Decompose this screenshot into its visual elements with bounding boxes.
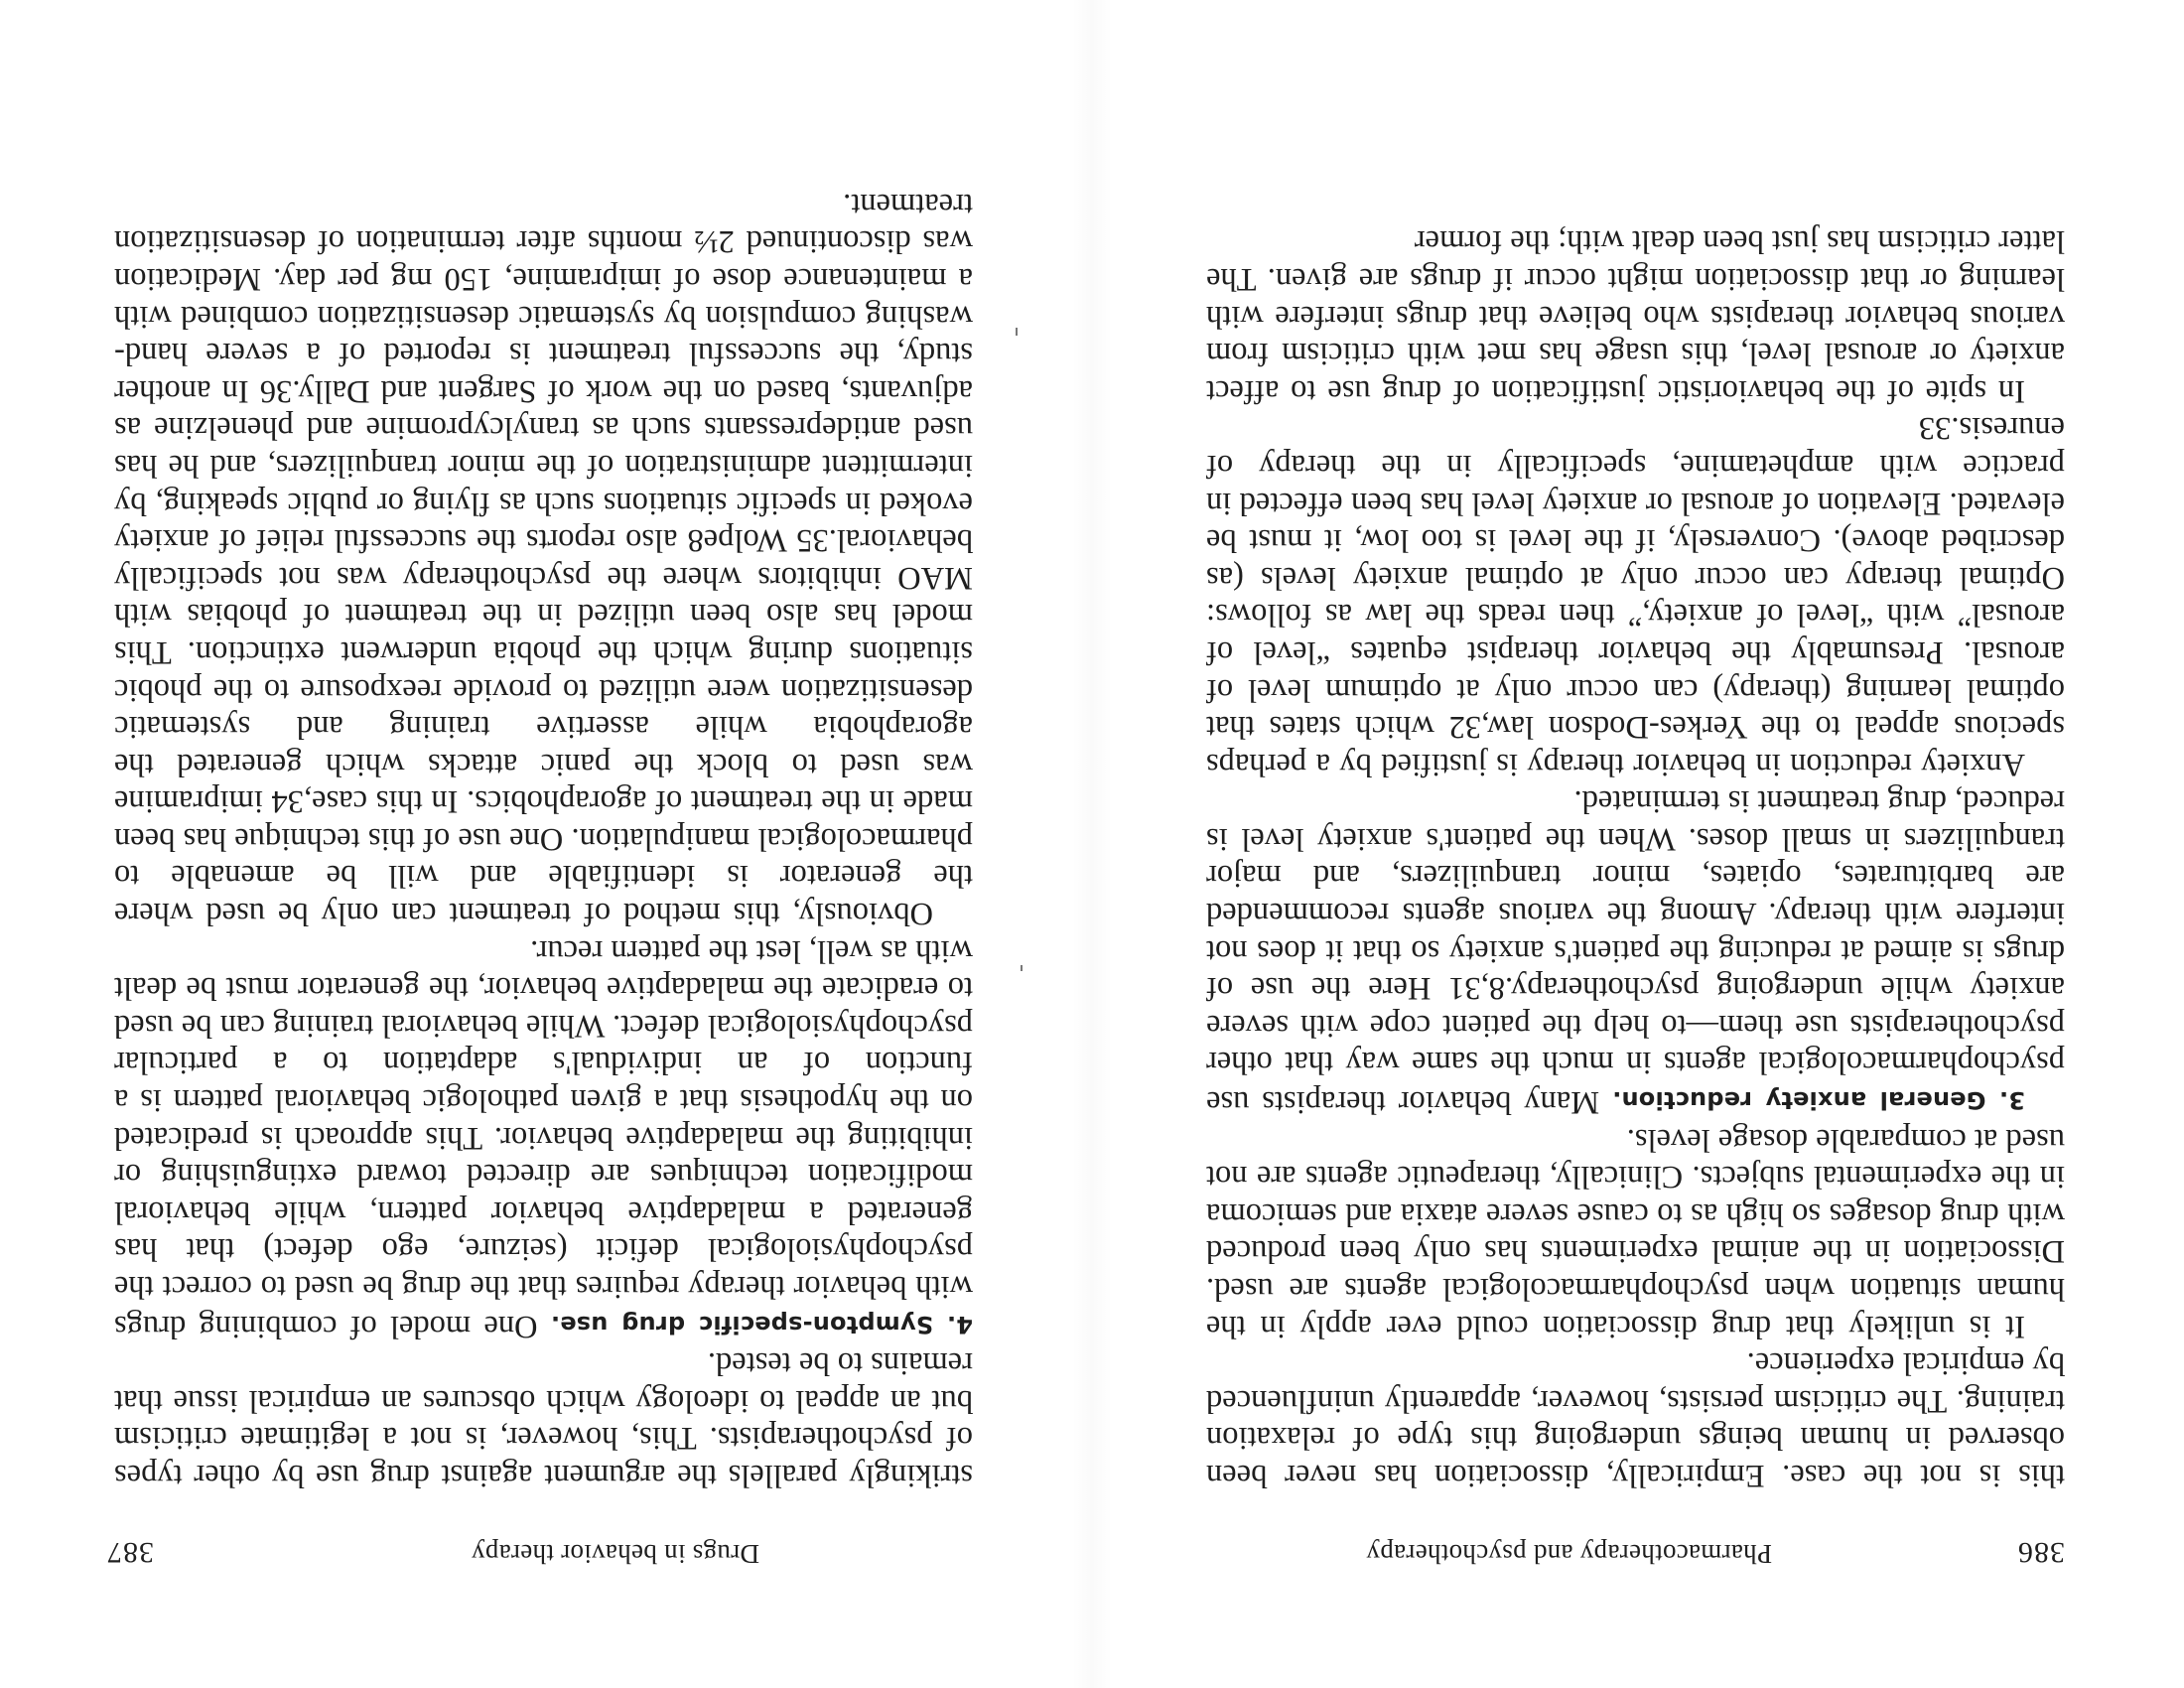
running-head: Drugs in behavior therapy (471, 1539, 759, 1569)
scan-speck (1016, 328, 1018, 336)
paragraph: In spite of the behavioristic justification of drug use to affect anxiety or arousal level, this usage has met with criticism from various behavior therapists who believe that drugs interfere with learning or that dissociation might occur if drugs are given. The latter criticism has just been dealt with; the former (1206, 223, 2065, 409)
paragraph: Anxiety reduction in behavior therapy is justified by a perhaps specious appeal to the Yerkes-Dodson law,32 which states that optimal learning (therapy) can occur only at optimum level of arousal. Presumably the behavior therapist equates “level of arousal” with “level of anxiety,” then reads the law as follows: Optimal therapy can occur only at optimal anxiety levels (as described above). Conversely, if the level is too low, it must be elevated. Elevation of arousal or anxiety level has been effected in practice with amphetamine, specifically in the therapy of enuresis.33 (1206, 410, 2065, 782)
gutter-shadow (1072, 0, 1112, 1688)
page-body (1206, 222, 2065, 1493)
paragraph: Obviously, this method of treatment can only be used where the generator is identifiable and will be amenable to pharmacological manipulation. One use of this technique has been made in the treatment of agoraphobics. In this case,34 imipramine was used to block the panic attacks which generated the agoraphobia while assertive training and systematic desensitization were utilized to provide reexposure to the phobic situations during which the phobia underwent extinction. This model has also been utilized in the treatment of phobias with MAO inhibitors where the psychotherapy was not specifically behavioral.35 Wolpe8 also reports the successful relief of anxiety evoked in specific situations such as flying or public speaking, by intermittent administration of the minor tranquilizers, and he has used antidepressants such as tranylcypromine and phenelzine as adjuvants, based on the work of Sargent and Dally.36 In another study, the successful treatment is reported of a severe hand-washing compulsion by systematic desensitization combined with a maintenance dose of imipramine, 150 mg per day. Medication was discontinued 2½ months after termination of desensitization treatment. (114, 186, 973, 932)
running-head: Pharmacotherapy and psychotherapy (1366, 1539, 1772, 1569)
paragraph-text: One model of combining drugs with behavior therapy requires that the drug be used to correct the psychophysiological deficit (seizure, ego defect) that has generated a maladaptive behavior pattern, while behavioral modification techniques are directed toward extinguishing or inhibiting the maladaptive behavior. This approach is predicated on the hypothesis that a given pathologic behavioral pattern is a function of an individual's adaptation to a particular psychophysiological defect. While behavioral training can be used to eradicate the maladaptive behavior, the generator must be dealt with as well, lest the pattern recur. (113, 932, 973, 1344)
paragraph (114, 931, 973, 1344)
paragraph: strikingly parallels the argument against drug use by other types of psychotherapists. This, however, is not a legitimate criticism but an appeal to ideology which obscures an empirical issue that remains to be tested. (114, 1345, 973, 1493)
scan-speck (1021, 965, 1023, 971)
page-386 (1092, 0, 2184, 1688)
section-heading: 4. Sympton-specific drug use. (550, 1310, 973, 1338)
paragraph: this is not the case. Empirically, dissociation has never been observed in human beings undergoing this type of relaxation training. The criticism persists, however, apparently uninfluenced by empirical experience. (1206, 1345, 2065, 1493)
page-number: 387 (106, 1536, 154, 1569)
paragraph (1206, 782, 2065, 1120)
page-number: 386 (2017, 1536, 2065, 1569)
paragraph-text: Many behavior therapists use psychopharmacological agents in much the same way that other psychotherapists use them—to help the patient cope with severe anxiety while undergoing psychotherapy.8,31 Here the use of drugs is aimed at reducing the patient's anxiety so that it does not interfere with therapy. Among the various agents recommended are barbiturates, opiates, minor tranquilizers, and major tranquilizers in small doses. When the patient's anxiety level is reduced, drug treatment is terminated. (1206, 783, 2065, 1121)
paragraph: It is unlikely that drug dissociation could ever apply in the human situation when psychopharmacological agents are used. Dissociation in the animal experiments has only been produced with drug dosages so high as to cause severe ataxia and semicoma in the experimental subjects. Clinically, therapeutic agents are not used at comparable dosage levels. (1206, 1121, 2065, 1344)
page-body (114, 185, 973, 1493)
section-heading: 3. General anxiety reduction. (1612, 1086, 2025, 1115)
